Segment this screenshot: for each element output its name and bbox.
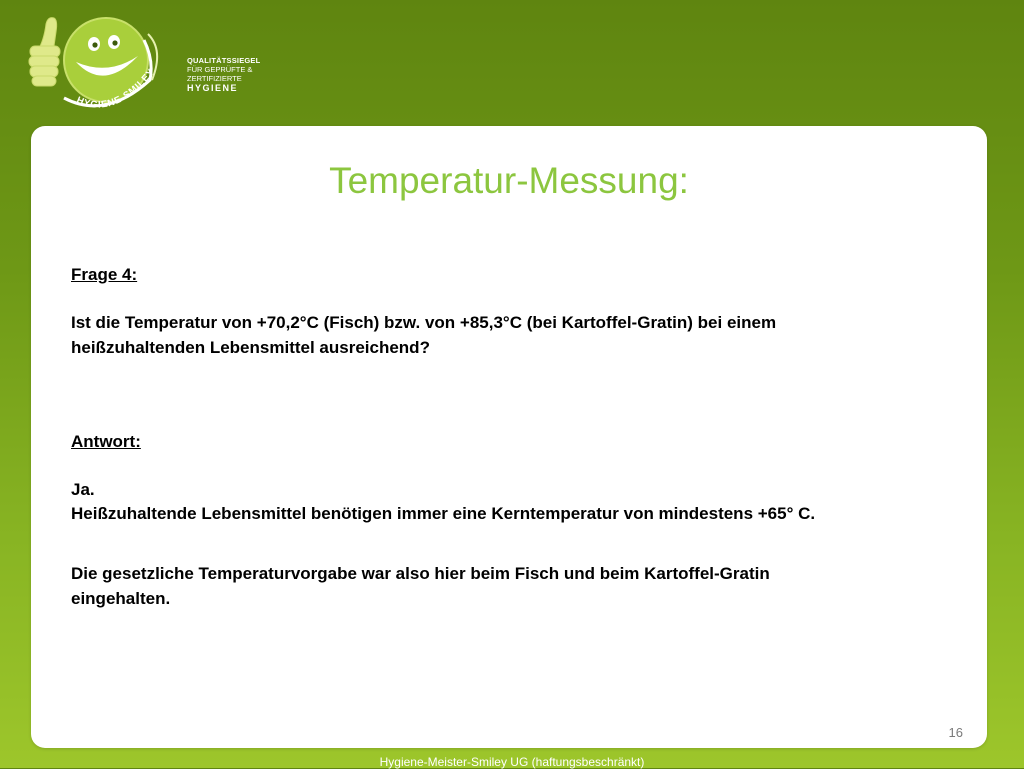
hygiene-smiley-logo bbox=[24, 10, 261, 120]
seal-line-2: FÜR GEPRÜFTE & bbox=[187, 65, 253, 74]
seal-line-1: QUALITÄTSSIEGEL bbox=[187, 56, 261, 65]
smiley-thumbs-up-icon bbox=[24, 10, 184, 120]
logo-seal-text bbox=[187, 56, 260, 93]
question-line-1: Ist die Temperatur von +70,2°C (Fisch) bzw. von +85,3°C (bei Kartoffel-Gratin) bei einem bbox=[71, 313, 777, 332]
footer-company: Hygiene-Meister-Smiley UG (haftungsbeschränkt) bbox=[379, 755, 645, 769]
slide-title: Temperatur-Messung: bbox=[329, 160, 689, 201]
seal-line-4: HYGIENE bbox=[187, 83, 239, 93]
conclusion-line-1: Die gesetzliche Temperaturvorgabe war also hier beim Fisch und beim Kartoffel-Gratin bbox=[71, 564, 770, 583]
answer-line-2: Heißzuhaltende Lebensmittel benötigen immer eine Kerntemperatur von mindestens +65° C. bbox=[71, 504, 816, 523]
question-line-2: heißzuhaltenden Lebensmittel ausreichend? bbox=[71, 338, 430, 357]
conclusion-line-2: eingehalten. bbox=[71, 589, 171, 608]
question-heading: Frage 4: bbox=[71, 265, 138, 284]
seal-line-3: ZERTIFIZIERTE bbox=[187, 74, 242, 83]
answer-line-1: Ja. bbox=[71, 480, 95, 499]
slide-card bbox=[31, 126, 987, 748]
answer-heading: Antwort: bbox=[71, 432, 141, 451]
page-number: 16 bbox=[948, 725, 963, 740]
logo-badge-text: HYGIENE-SMILEY bbox=[74, 66, 158, 111]
